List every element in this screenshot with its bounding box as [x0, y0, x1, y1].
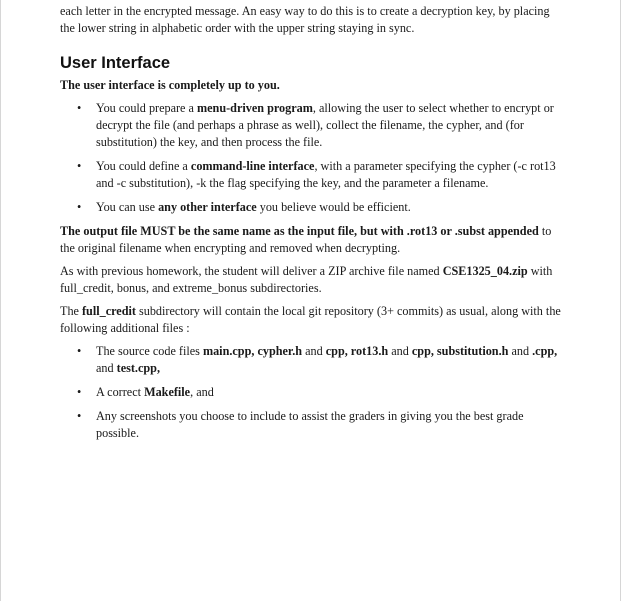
- ui-subheading: The user interface is completely up to you.: [60, 78, 280, 92]
- list-item-source-files: • The source code files main.cpp, cypher.h and cpp, rot13.h and cpp, substitution.h and .cpp, and test.cpp,: [77, 344, 558, 375]
- list-item-command-line: • You could define a command-line interface, with a parameter specifying the cypher (-c rot13 and -c substitution), -k the flag specifying the key, and the parameter a filename.: [77, 159, 556, 190]
- files-list: [60, 343, 565, 442]
- bullet-icon: •: [77, 385, 82, 399]
- list-item-makefile: • A correct Makefile, and: [77, 385, 214, 399]
- intro-paragraph: each letter in the encrypted message. An easy way to do this is to create a decryption key, by placing the lower string in alphabetic order with the upper string staying in sync.: [60, 4, 550, 35]
- output-file-paragraph: The output file MUST be the same name as the input file, but with .rot13 or .subst appended to the original filename when encrypting and removed when decrypting.: [60, 224, 552, 255]
- bullet-icon: •: [77, 200, 82, 214]
- bullet-icon: •: [77, 409, 82, 423]
- bullet-icon: •: [77, 101, 82, 115]
- list-item-screenshots: • Any screenshots you choose to include to assist the graders in giving you the best grade possible.: [77, 409, 524, 440]
- document-content: [60, 3, 565, 449]
- list-item-menu-driven: • You could prepare a menu-driven program, allowing the user to select whether to encrypt or decrypt the file (and perhaps a phrase as well), collect the filename, the cypher, and (for substitution) the key, and then process the file.: [77, 101, 554, 149]
- bullet-icon: •: [77, 344, 82, 358]
- list-item-other-interface: • You can use any other interface you believe would be efficient.: [77, 200, 411, 214]
- bullet-icon: •: [77, 159, 82, 173]
- full-credit-paragraph: The full_credit subdirectory will contain the local git repository (3+ commits) as usual, along with the following additional files :: [60, 304, 561, 335]
- section-heading-user-interface: User Interface: [60, 54, 171, 72]
- zip-paragraph: As with previous homework, the student will deliver a ZIP archive file named CSE1325_04.zip with full_credit, bonus, and extreme_bonus subdirectories.: [60, 264, 553, 295]
- ui-options-list: [60, 100, 565, 216]
